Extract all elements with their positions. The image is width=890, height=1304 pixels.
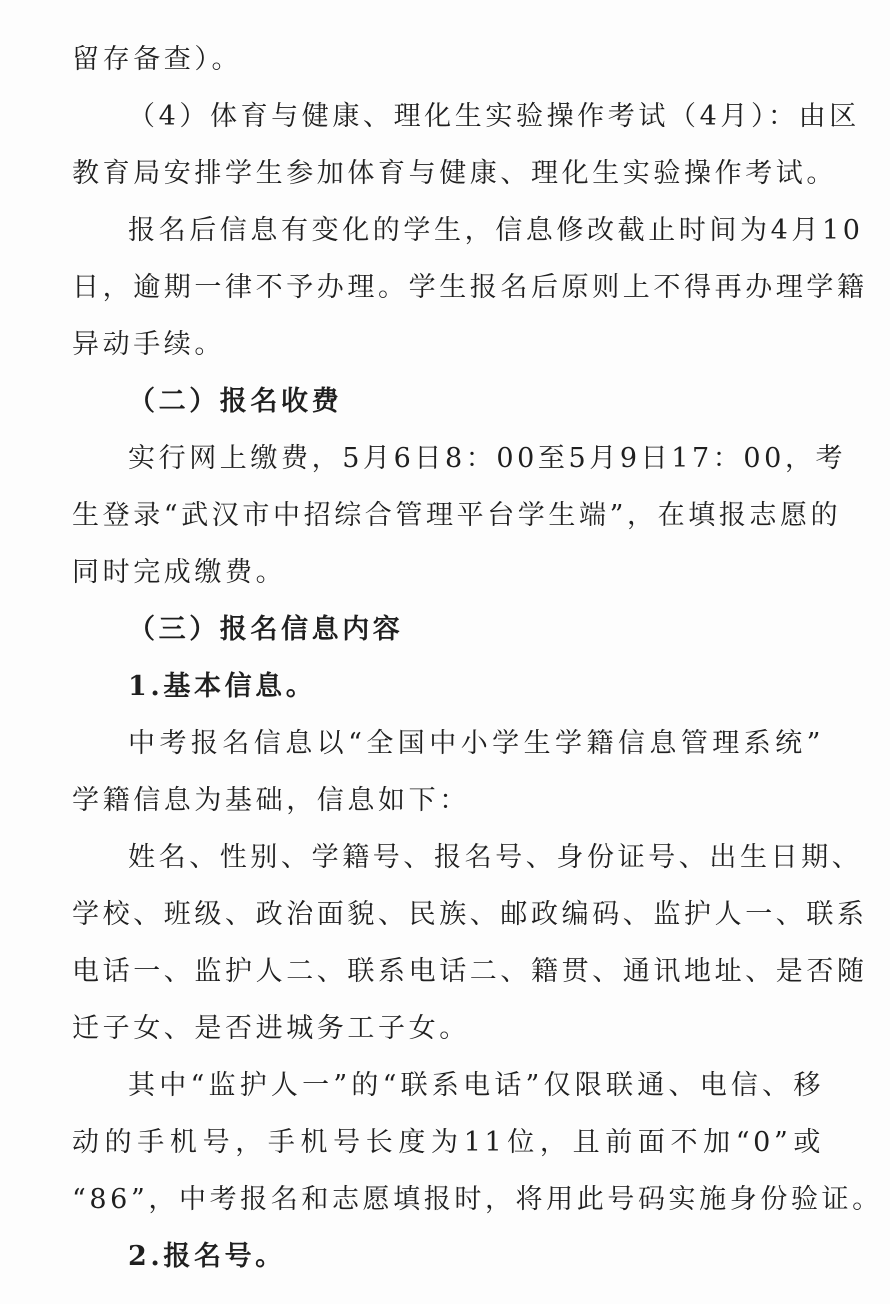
text-line: 报名后信息有变化的学生，信息修改截止时间为4月10 — [128, 215, 864, 246]
text-line: 迁子女、是否进城务工子女。 — [72, 1013, 470, 1044]
text-line: 生登录“武汉市中招综合管理平台学生端”，在填报志愿的 — [72, 500, 842, 531]
text-line: 学籍信息为基础，信息如下： — [72, 785, 470, 816]
text-line: 异动手续。 — [72, 329, 225, 360]
subsection-heading: 1.基本信息。 — [128, 671, 317, 702]
text-line: 实行网上缴费，5月6日8：00至5月9日17：00，考 — [128, 443, 847, 474]
text-line: 学校、班级、政治面貌、民族、邮政编码、监护人一、联系 — [72, 899, 868, 930]
text-line: 教育局安排学生参加体育与健康、理化生实验操作考试。 — [72, 158, 837, 189]
text-line: 姓名、性别、学籍号、报名号、身份证号、出生日期、 — [128, 842, 863, 873]
subsection-heading: 2.报名号。 — [128, 1241, 286, 1272]
text-line: 其中“监护人一”的“联系电话”仅限联通、电信、移 — [128, 1070, 824, 1101]
text-line: 日，逾期一律不予办理。学生报名后原则上不得再办理学籍 — [72, 272, 868, 303]
text-line: 动的手机号，手机号长度为11位，且前面不加“0”或 — [72, 1127, 824, 1158]
text-line: 电话一、监护人二、联系电话二、籍贯、通讯地址、是否随 — [72, 956, 868, 987]
text-line: 留存备查）。 — [72, 44, 243, 75]
text-line: 同时完成缴费。 — [72, 557, 287, 588]
text-line: 中考报名信息以“全国中小学生学籍信息管理系统” — [128, 728, 824, 759]
section-heading: （二）报名收费 — [128, 386, 343, 417]
section-heading: （三）报名信息内容 — [128, 614, 404, 645]
text-line: （4）体育与健康、理化生实验操作考试（4月）：由区 — [128, 101, 860, 132]
text-line: “86”，中考报名和志愿填报时，将用此号码实施身份验证。 — [72, 1184, 883, 1215]
